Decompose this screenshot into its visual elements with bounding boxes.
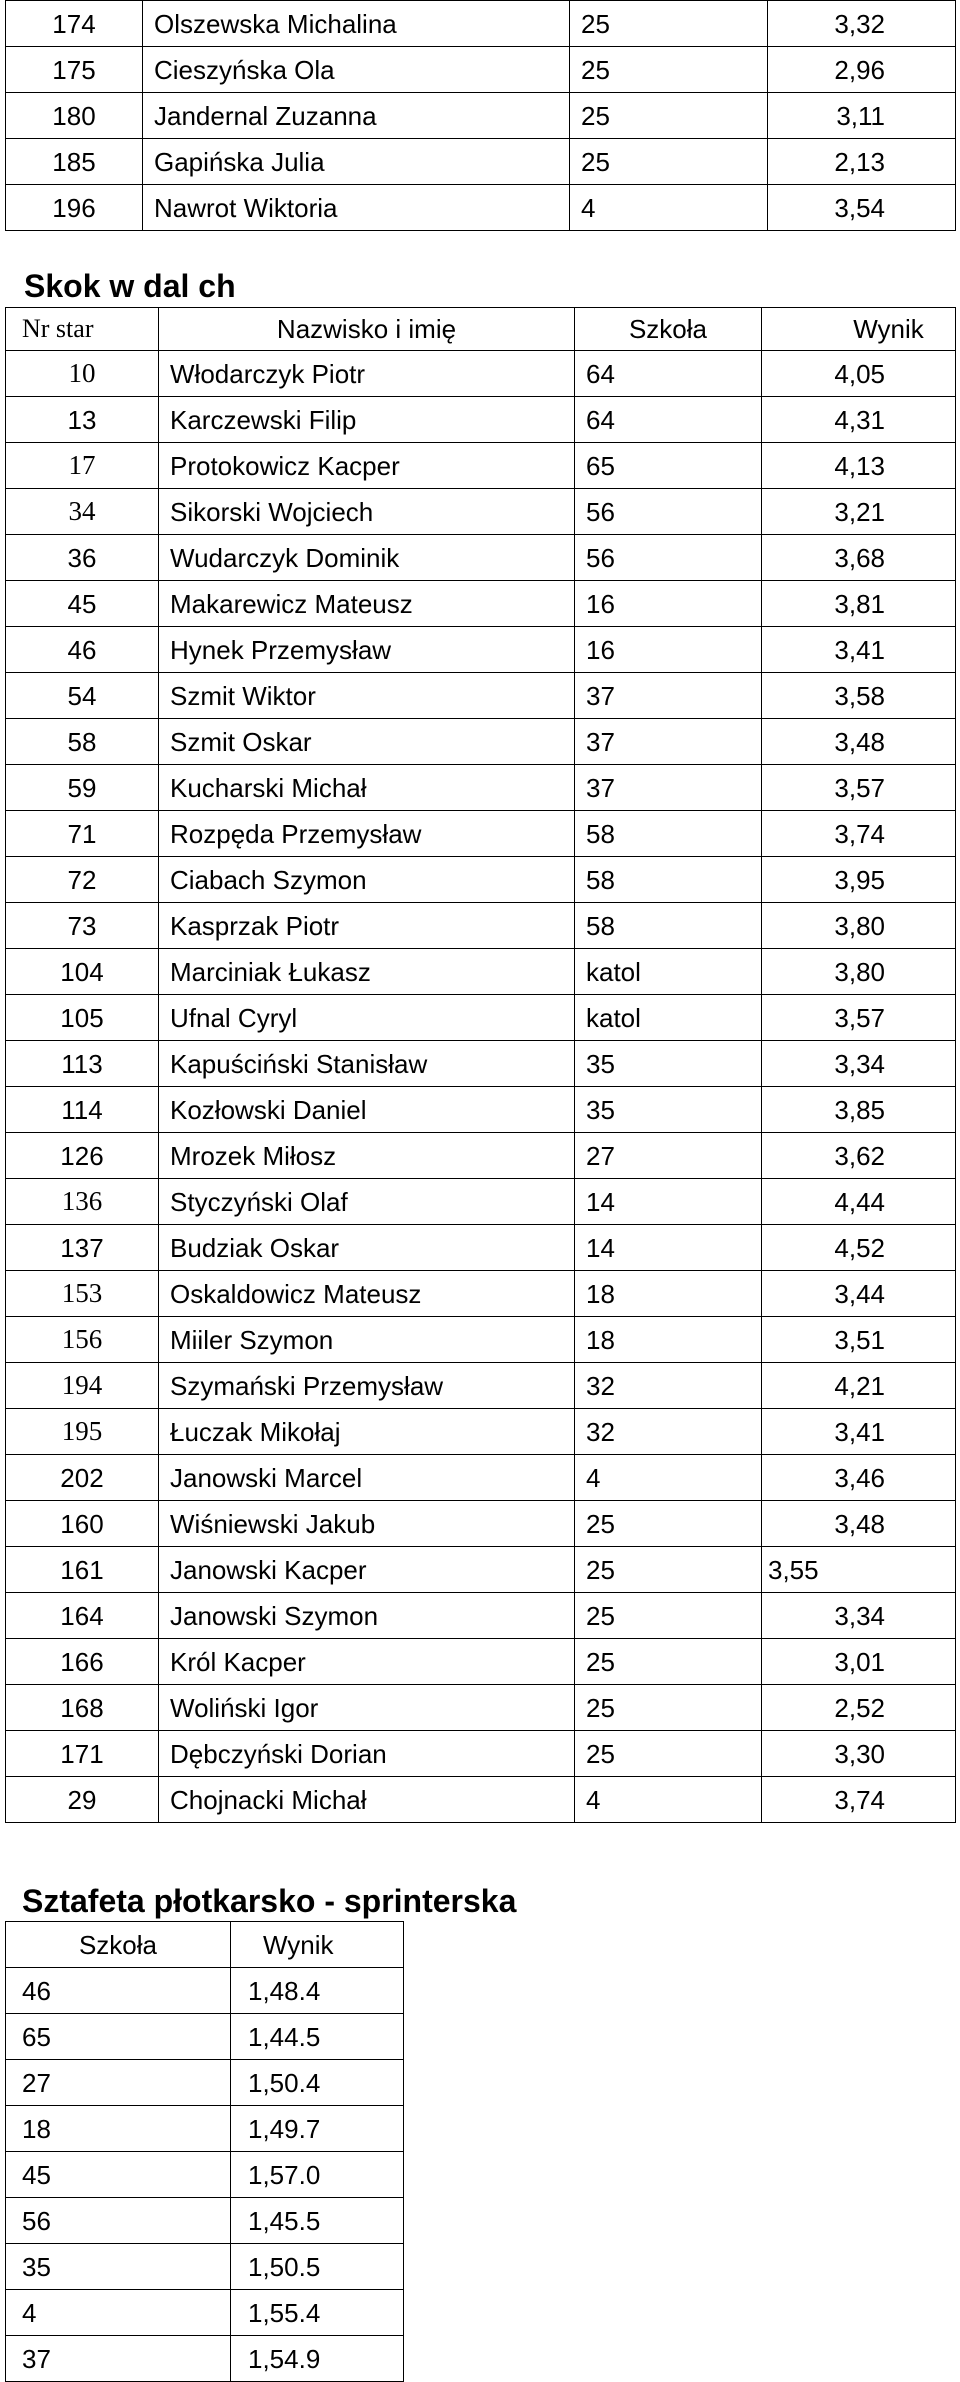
- start-number: 174: [6, 1, 143, 47]
- result-value: 3,80: [762, 949, 956, 995]
- school-number: 25: [570, 139, 768, 185]
- table-row: [6, 719, 956, 765]
- start-number: 36: [6, 535, 159, 581]
- school-number: 56: [6, 2198, 231, 2244]
- school-number: 25: [570, 1, 768, 47]
- table-row: [6, 185, 956, 231]
- school-number: 45: [6, 2152, 231, 2198]
- result-value: 3,57: [762, 765, 956, 811]
- athlete-name: Szymański Przemysław: [159, 1363, 575, 1409]
- school-number: 56: [575, 535, 762, 581]
- table-row: [6, 2290, 404, 2336]
- athlete-name: Wiśniewski Jakub: [159, 1501, 575, 1547]
- section-title-sztafeta: Sztafeta płotkarsko - sprinterska: [22, 1883, 517, 1919]
- athlete-name: Mrozek Miłosz: [159, 1133, 575, 1179]
- athlete-name: Budziak Oskar: [159, 1225, 575, 1271]
- athlete-name: Nawrot Wiktoria: [143, 185, 570, 231]
- result-value: 1,49.7: [231, 2106, 404, 2152]
- school-number: 37: [575, 765, 762, 811]
- result-value: 3,74: [762, 811, 956, 857]
- section-title-skok: Skok w dal ch: [24, 268, 236, 304]
- table-row: [6, 1133, 956, 1179]
- result-value: 1,55.4: [231, 2290, 404, 2336]
- start-number: 153: [6, 1271, 159, 1317]
- school-number: 18: [575, 1317, 762, 1363]
- result-value: 3,11: [768, 93, 956, 139]
- school-number: 64: [575, 351, 762, 397]
- table-row: [6, 1968, 404, 2014]
- table-row: [6, 2336, 404, 2382]
- school-number: katol: [575, 949, 762, 995]
- start-number: 71: [6, 811, 159, 857]
- header-result: Wynik: [231, 1922, 404, 1968]
- header-name: Nazwisko i imię: [159, 308, 575, 351]
- school-number: 4: [575, 1777, 762, 1823]
- start-number: 126: [6, 1133, 159, 1179]
- school-number: 35: [6, 2244, 231, 2290]
- header-result: Wynik: [762, 308, 956, 351]
- table-row: [6, 811, 956, 857]
- table-row: [6, 1777, 956, 1823]
- start-number: 34: [6, 489, 159, 535]
- athlete-name: Janowski Kacper: [159, 1547, 575, 1593]
- school-number: 32: [575, 1363, 762, 1409]
- start-number: 196: [6, 185, 143, 231]
- result-value: 4,05: [762, 351, 956, 397]
- start-number: 194: [6, 1363, 159, 1409]
- table-row: [6, 1639, 956, 1685]
- start-number: 185: [6, 139, 143, 185]
- school-number: 35: [575, 1041, 762, 1087]
- school-number: 25: [575, 1547, 762, 1593]
- athlete-name: Król Kacper: [159, 1639, 575, 1685]
- result-value: 3,80: [762, 903, 956, 949]
- result-value: 3,51: [762, 1317, 956, 1363]
- start-number: 195: [6, 1409, 159, 1455]
- start-number: 54: [6, 673, 159, 719]
- start-number: 58: [6, 719, 159, 765]
- school-number: 25: [575, 1593, 762, 1639]
- start-number: 171: [6, 1731, 159, 1777]
- table-header-row: [6, 308, 956, 351]
- school-number: 14: [575, 1225, 762, 1271]
- athlete-name: Szmit Oskar: [159, 719, 575, 765]
- athlete-name: Marciniak Łukasz: [159, 949, 575, 995]
- table-row: [6, 857, 956, 903]
- result-value: 1,54.9: [231, 2336, 404, 2382]
- result-value: 3,41: [762, 627, 956, 673]
- result-value: 3,44: [762, 1271, 956, 1317]
- table-row: [6, 1685, 956, 1731]
- athlete-name: Ufnal Cyryl: [159, 995, 575, 1041]
- start-number: 175: [6, 47, 143, 93]
- start-number: 161: [6, 1547, 159, 1593]
- result-value: 4,21: [762, 1363, 956, 1409]
- result-value: 1,57.0: [231, 2152, 404, 2198]
- relay-table: [5, 1921, 404, 2382]
- table-row: [6, 1593, 956, 1639]
- start-number: 13: [6, 397, 159, 443]
- result-value: 3,74: [762, 1777, 956, 1823]
- school-number: 37: [575, 719, 762, 765]
- table-row: [6, 489, 956, 535]
- table-row: [6, 581, 956, 627]
- result-value: 3,85: [762, 1087, 956, 1133]
- athlete-name: Styczyński Olaf: [159, 1179, 575, 1225]
- result-value: 2,52: [762, 1685, 956, 1731]
- athlete-name: Szmit Wiktor: [159, 673, 575, 719]
- school-number: 46: [6, 1968, 231, 2014]
- start-number: 136: [6, 1179, 159, 1225]
- start-number: 105: [6, 995, 159, 1041]
- school-number: 4: [6, 2290, 231, 2336]
- athlete-name: Miiler Szymon: [159, 1317, 575, 1363]
- header-start-number: Nr star: [6, 308, 159, 351]
- result-value: 4,52: [762, 1225, 956, 1271]
- start-number: 160: [6, 1501, 159, 1547]
- school-number: 65: [575, 443, 762, 489]
- result-value: 1,50.5: [231, 2244, 404, 2290]
- school-number: 37: [575, 673, 762, 719]
- start-number: 168: [6, 1685, 159, 1731]
- result-value: 3,32: [768, 1, 956, 47]
- school-number: 25: [575, 1639, 762, 1685]
- result-value: 1,50.4: [231, 2060, 404, 2106]
- table-row: [6, 397, 956, 443]
- start-number: 156: [6, 1317, 159, 1363]
- result-value: 3,46: [762, 1455, 956, 1501]
- table-row: [6, 2106, 404, 2152]
- school-number: 18: [575, 1271, 762, 1317]
- start-number: 166: [6, 1639, 159, 1685]
- result-value: 3,58: [762, 673, 956, 719]
- school-number: 25: [575, 1731, 762, 1777]
- school-number: 56: [575, 489, 762, 535]
- school-number: 16: [575, 581, 762, 627]
- start-number: 180: [6, 93, 143, 139]
- result-value: 3,62: [762, 1133, 956, 1179]
- table-row: [6, 1271, 956, 1317]
- table-row: [6, 139, 956, 185]
- result-value: 3,81: [762, 581, 956, 627]
- athlete-name: Cieszyńska Ola: [143, 47, 570, 93]
- school-number: 27: [6, 2060, 231, 2106]
- school-number: 37: [6, 2336, 231, 2382]
- table-row: [6, 2060, 404, 2106]
- result-value: 3,55: [762, 1547, 956, 1593]
- result-value: 3,95: [762, 857, 956, 903]
- athlete-name: Chojnacki Michał: [159, 1777, 575, 1823]
- table-row: [6, 765, 956, 811]
- result-value: 1,45.5: [231, 2198, 404, 2244]
- school-number: 25: [570, 47, 768, 93]
- athlete-name: Hynek Przemysław: [159, 627, 575, 673]
- result-value: 3,54: [768, 185, 956, 231]
- table-header-row: [6, 1922, 404, 1968]
- table-row: [6, 2014, 404, 2060]
- school-number: 64: [575, 397, 762, 443]
- table-row: [6, 1455, 956, 1501]
- results-table-continued: [5, 0, 956, 231]
- header-school: Szkoła: [575, 308, 762, 351]
- result-value: 3,30: [762, 1731, 956, 1777]
- table-row: [6, 1087, 956, 1133]
- athlete-name: Kapuściński Stanisław: [159, 1041, 575, 1087]
- table-row: [6, 2152, 404, 2198]
- athlete-name: Kozłowski Daniel: [159, 1087, 575, 1133]
- school-number: 58: [575, 903, 762, 949]
- start-number: 72: [6, 857, 159, 903]
- result-value: 4,44: [762, 1179, 956, 1225]
- athlete-name: Janowski Szymon: [159, 1593, 575, 1639]
- table-row: [6, 949, 956, 995]
- result-value: 3,68: [762, 535, 956, 581]
- athlete-name: Karczewski Filip: [159, 397, 575, 443]
- start-number: 164: [6, 1593, 159, 1639]
- table-row: [6, 1, 956, 47]
- table-row: [6, 535, 956, 581]
- school-number: 58: [575, 811, 762, 857]
- start-number: 29: [6, 1777, 159, 1823]
- table-row: [6, 1179, 956, 1225]
- table-row: [6, 1547, 956, 1593]
- table-row: [6, 995, 956, 1041]
- result-value: 1,48.4: [231, 1968, 404, 2014]
- start-number: 202: [6, 1455, 159, 1501]
- start-number: 104: [6, 949, 159, 995]
- table-row: [6, 351, 956, 397]
- table-row: [6, 627, 956, 673]
- result-value: 3,34: [762, 1041, 956, 1087]
- school-number: 25: [570, 93, 768, 139]
- school-number: 65: [6, 2014, 231, 2060]
- athlete-name: Kucharski Michał: [159, 765, 575, 811]
- table-row: [6, 93, 956, 139]
- start-number: 17: [6, 443, 159, 489]
- school-number: 27: [575, 1133, 762, 1179]
- athlete-name: Olszewska Michalina: [143, 1, 570, 47]
- school-number: 58: [575, 857, 762, 903]
- table-row: [6, 1409, 956, 1455]
- table-row: [6, 1225, 956, 1271]
- athlete-name: Makarewicz Mateusz: [159, 581, 575, 627]
- school-number: 14: [575, 1179, 762, 1225]
- result-value: 3,57: [762, 995, 956, 1041]
- result-value: 3,48: [762, 1501, 956, 1547]
- result-value: 4,13: [762, 443, 956, 489]
- result-value: 3,21: [762, 489, 956, 535]
- athlete-name: Woliński Igor: [159, 1685, 575, 1731]
- school-number: 4: [570, 185, 768, 231]
- athlete-name: Protokowicz Kacper: [159, 443, 575, 489]
- table-row: [6, 1501, 956, 1547]
- athlete-name: Dębczyński Dorian: [159, 1731, 575, 1777]
- athlete-name: Włodarczyk Piotr: [159, 351, 575, 397]
- table-row: [6, 673, 956, 719]
- start-number: 59: [6, 765, 159, 811]
- result-value: 3,41: [762, 1409, 956, 1455]
- table-row: [6, 1317, 956, 1363]
- athlete-name: Kasprzak Piotr: [159, 903, 575, 949]
- athlete-name: Janowski Marcel: [159, 1455, 575, 1501]
- result-value: 4,31: [762, 397, 956, 443]
- table-row: [6, 2244, 404, 2290]
- athlete-name: Łuczak Mikołaj: [159, 1409, 575, 1455]
- table-row: [6, 1363, 956, 1409]
- table-row: [6, 1731, 956, 1777]
- result-value: 3,34: [762, 1593, 956, 1639]
- athlete-name: Jandernal Zuzanna: [143, 93, 570, 139]
- school-number: 18: [6, 2106, 231, 2152]
- table-row: [6, 47, 956, 93]
- result-value: 2,13: [768, 139, 956, 185]
- table-row: [6, 2198, 404, 2244]
- start-number: 113: [6, 1041, 159, 1087]
- athlete-name: Ciabach Szymon: [159, 857, 575, 903]
- table-row: [6, 903, 956, 949]
- school-number: katol: [575, 995, 762, 1041]
- result-value: 1,44.5: [231, 2014, 404, 2060]
- table-row: [6, 443, 956, 489]
- school-number: 16: [575, 627, 762, 673]
- athlete-name: Rozpęda Przemysław: [159, 811, 575, 857]
- school-number: 4: [575, 1455, 762, 1501]
- athlete-name: Sikorski Wojciech: [159, 489, 575, 535]
- athlete-name: Gapińska Julia: [143, 139, 570, 185]
- start-number: 10: [6, 351, 159, 397]
- athlete-name: Oskaldowicz Mateusz: [159, 1271, 575, 1317]
- result-value: 3,01: [762, 1639, 956, 1685]
- school-number: 32: [575, 1409, 762, 1455]
- start-number: 45: [6, 581, 159, 627]
- start-number: 114: [6, 1087, 159, 1133]
- result-value: 3,48: [762, 719, 956, 765]
- start-number: 46: [6, 627, 159, 673]
- school-number: 25: [575, 1685, 762, 1731]
- school-number: 35: [575, 1087, 762, 1133]
- school-number: 25: [575, 1501, 762, 1547]
- table-row: [6, 1041, 956, 1087]
- long-jump-table: [5, 307, 956, 1823]
- start-number: 137: [6, 1225, 159, 1271]
- header-school: Szkoła: [6, 1922, 231, 1968]
- start-number: 73: [6, 903, 159, 949]
- athlete-name: Wudarczyk Dominik: [159, 535, 575, 581]
- result-value: 2,96: [768, 47, 956, 93]
